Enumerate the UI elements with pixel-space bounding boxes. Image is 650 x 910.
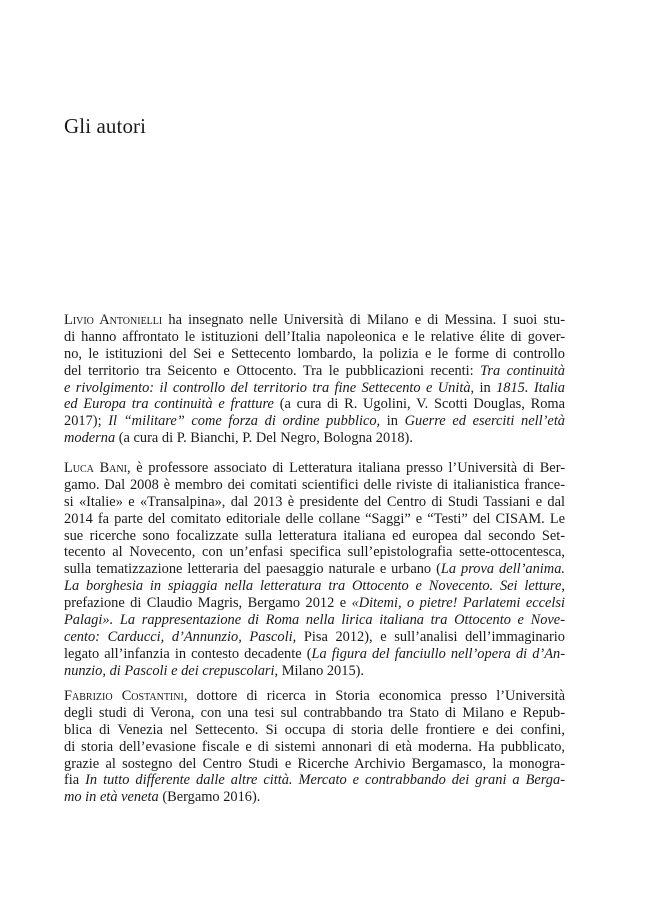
body-text: grazie al sostegno del Centro Studi e Ricerche Archivio Bergamasco, la monogra-	[64, 755, 565, 772]
body-text: ha insegnato nelle Università di Milano e di Messina. I suoi stu-	[162, 312, 566, 328]
italic-text: Il “militare” come forza di ordine pubblico,	[108, 413, 381, 430]
page-title: Gli autori	[64, 114, 147, 138]
italic-text: moderna	[64, 430, 116, 447]
body-text: gamo. Dal 2008 è membro dei comitati scientifici delle riviste di italianistica france-	[64, 476, 565, 493]
bio-line	[64, 663, 565, 680]
bio-line	[64, 739, 565, 756]
bio-line	[64, 772, 565, 789]
bio-line	[64, 312, 565, 329]
bio-line	[64, 544, 565, 561]
bio-line	[64, 460, 565, 477]
italic-text: In tutto differente dalle altre città. Mercato e contrabbando dei grani a Berga-	[85, 772, 565, 789]
author-name: Fabrizio Costantini	[64, 688, 184, 704]
body-text: di hanno affrontato le istituzioni dell’Italia napoleonica e le relative élite di gover-	[64, 328, 565, 345]
body-text: sue ricerche sono focalizzate sulla letteratura italiana ed europea dal secondo Set-	[64, 527, 565, 544]
body-text: ,	[561, 578, 565, 595]
body-text: 2017);	[64, 413, 109, 430]
body-text: , in	[470, 379, 497, 396]
bio-line	[64, 363, 565, 380]
bio-line	[64, 629, 565, 646]
italic-text: «Ditemi, o pietre! Parlatemi eccelsi	[351, 595, 566, 612]
body-text: , è professore associato di Letteratura italiana presso l’Università di Ber-	[126, 460, 565, 476]
bio-line	[64, 346, 565, 363]
body-text: , Pisa 2012), e sull’analisi dell’immaginario	[292, 628, 565, 645]
body-text: del territorio tra Seicento e Ottocento. Tra le pubblicazioni recenti:	[64, 362, 481, 379]
bio-line	[64, 477, 565, 494]
bio-line	[64, 430, 565, 447]
bio-line	[64, 722, 565, 739]
body-text: in	[380, 413, 405, 430]
body-text: tecento al Novecento, con un’enfasi specifica sull’epistolografia sette-ottocentesca,	[64, 544, 565, 561]
bio-line	[64, 396, 565, 413]
bio-line	[64, 380, 565, 397]
bio-line	[64, 688, 565, 705]
body-text: no, le istituzioni del Sei e Settecento lombardo, la polizia e le forme di controllo	[64, 345, 565, 362]
bio-line	[64, 646, 565, 663]
italic-text: Tra continuità	[480, 362, 565, 379]
bio-line	[64, 595, 565, 612]
author-name: Luca Bani	[64, 460, 127, 476]
italic-text: cento: Carducci, d’Annunzio, Pascoli	[64, 628, 293, 645]
body-text: degli studi di Verona, con una tesi sul contrabbando tra Stato di Milano e Repub-	[64, 704, 565, 721]
italic-text: La figura del fanciullo nell’opera di d’An-	[311, 645, 565, 662]
body-text: , Milano 2015).	[274, 662, 365, 679]
body-text: fia	[64, 772, 86, 789]
italic-text: La borghesia in spiaggia nella letteratura tra Ottocento e Novecento. Sei letture	[64, 578, 562, 595]
author-bio-antonielli	[64, 312, 565, 447]
bio-line	[64, 578, 565, 595]
body-text: si «Italie» e «Transalpina», dal 2013 è presidente del Centro di Studi Tassiani e dal	[64, 493, 565, 510]
author-name: Livio Antonielli	[64, 312, 163, 328]
bio-line	[64, 756, 565, 773]
body-text: (a cura di R. Ugolini, V. Scotti Douglas, Roma	[273, 396, 566, 413]
bio-line	[64, 413, 565, 430]
italic-text: Guerre ed eserciti nell’età	[404, 413, 566, 430]
bio-line	[64, 494, 565, 511]
body-text: di storia dell’evasione fiscale e di sistemi annonari di età moderna. Ha pubblicato,	[64, 738, 565, 755]
italic-text: La prova dell’anima.	[440, 561, 565, 578]
bio-line	[64, 329, 565, 346]
author-bio-costantini	[64, 688, 565, 806]
bio-line	[64, 789, 565, 806]
author-bio-bani	[64, 460, 565, 680]
bio-line	[64, 528, 565, 545]
body-text: (Bergamo 2016).	[158, 789, 261, 806]
bio-line	[64, 511, 565, 528]
body-text: legato all’infanzia in contesto decadente (	[64, 645, 312, 662]
italic-text: ed Europa tra continuità e fratture	[64, 396, 274, 413]
body-text: , dottore di ricerca in Storia economica presso l’Università	[183, 688, 565, 704]
italic-text: 1815. Italia	[496, 379, 565, 396]
body-text: prefazione di Claudio Magris, Bergamo 2012 e	[64, 595, 352, 612]
bio-line	[64, 612, 565, 629]
italic-text: nunzio, di Pascoli e dei crepuscolari	[64, 662, 275, 679]
bio-line	[64, 561, 565, 578]
body-text: sulla tematizzazione letteraria del paesaggio naturale e urbano (	[64, 561, 441, 578]
bio-line	[64, 705, 565, 722]
italic-text: mo in età veneta	[64, 789, 159, 806]
body-text: blica di Venezia nel Settecento. Si occupa di storia delle frontiere e dei confini,	[64, 721, 565, 738]
body-text: (a cura di P. Bianchi, P. Del Negro, Bologna 2018).	[115, 430, 413, 447]
italic-text: e rivolgimento: il controllo del territorio tra fine Settecento e Unità	[64, 379, 471, 396]
italic-text: Palagi». La rappresentazione di Roma nella lirica italiana tra Ottocento e Nove-	[64, 612, 565, 629]
body-text: 2014 fa parte del comitato editoriale delle collane “Saggi” e “Testi” del CISAM. Le	[64, 510, 565, 527]
